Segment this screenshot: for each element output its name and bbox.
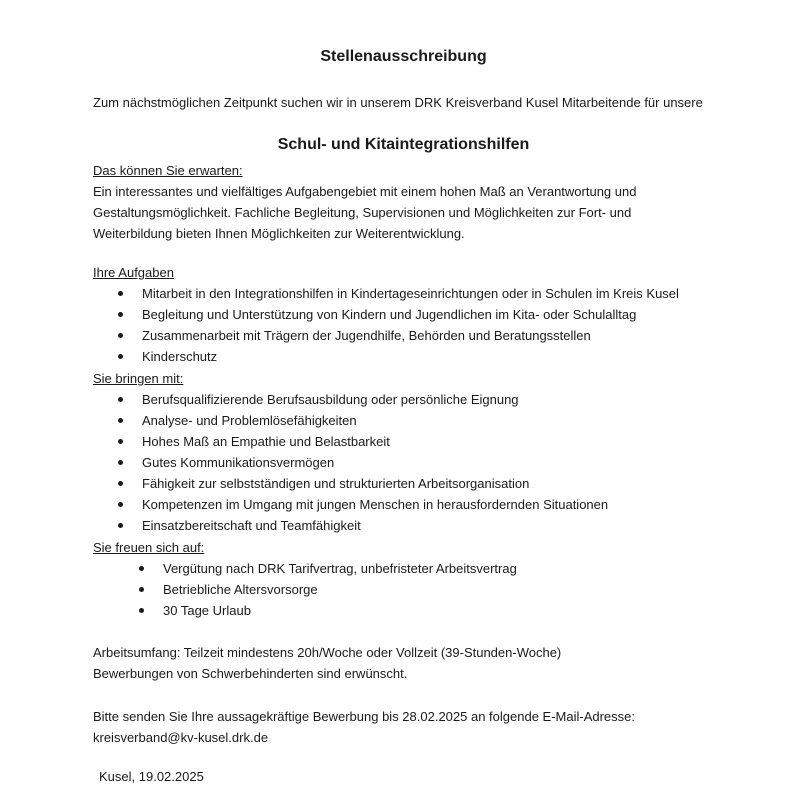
list-item: Kompetenzen im Umgang mit jungen Menschen in herausfordernden Situationen (93, 494, 713, 515)
list-item: Vergütung nach DRK Tarifvertrag, unbefristeter Arbeitsvertrag (93, 558, 713, 579)
expect-section (93, 160, 713, 244)
list-item: 30 Tage Urlaub (93, 600, 713, 621)
offer-list (93, 558, 713, 621)
list-item: Gutes Kommunikationsvermögen (93, 452, 713, 473)
tasks-list (93, 283, 713, 367)
list-item: Mitarbeit in den Integrationshilfen in Kindertageseinrichtungen oder in Schulen im Kreis Kusel (93, 283, 713, 304)
tasks-heading: Ihre Aufgaben (93, 265, 174, 280)
intro-text: Zum nächstmöglichen Zeitpunkt suchen wir in unserem DRK Kreisverband Kusel Mitarbeitende für unsere (93, 95, 703, 110)
apply-text: Bitte senden Sie Ihre aussagekräftige Bewerbung bis 28.02.2025 an folgende E-Mail-Adresse: (93, 709, 636, 724)
scope-section (93, 642, 713, 684)
list-item: Betriebliche Altersvorsorge (93, 579, 713, 600)
tasks-section (93, 262, 713, 367)
apply-section (93, 706, 713, 748)
list-item: Kinderschutz (93, 346, 713, 367)
list-item: Zusammenarbeit mit Trägern der Jugendhilfe, Behörden und Beratungsstellen (93, 325, 713, 346)
bring-heading: Sie bringen mit: (93, 371, 184, 386)
bring-section (93, 368, 713, 536)
offer-section (93, 537, 713, 621)
list-item: Berufsqualifizierende Berufsausbildung oder persönliche Eignung (93, 389, 713, 410)
list-item: Begleitung und Unterstützung von Kindern und Jugendlichen im Kita- oder Schulalltag (93, 304, 713, 325)
email-address[interactable]: kreisverband@kv-kusel.drk.de (93, 730, 269, 745)
list-item: Hohes Maß an Empathie und Belastbarkeit (93, 431, 713, 452)
expect-heading: Das können Sie erwarten: (93, 163, 243, 178)
position-title: Schul- und Kitaintegrationshilfen (277, 136, 530, 153)
bring-list (93, 389, 713, 536)
place-date: Kusel, 19.02.2025 (99, 769, 204, 784)
list-item: Fähigkeit zur selbstständigen und strukturierten Arbeitsorganisation (93, 473, 713, 494)
list-item: Einsatzbereitschaft und Teamfähigkeit (93, 515, 713, 536)
list-item: Analyse- und Problemlösefähigkeiten (93, 410, 713, 431)
offer-heading: Sie freuen sich auf: (93, 540, 205, 555)
disability-note: Bewerbungen von Schwerbehinderten sind erwünscht. (93, 666, 408, 681)
expect-text: Ein interessantes und vielfältiges Aufgabengebiet mit einem hohen Maß an Verantwortung und Gestaltungsmöglichkeit. Fachliche Begleitung, Supervisionen und Möglichkeiten zur Fort- und Weiterbildung bieten Ihnen Möglichkeiten zur Weiterentwicklung. (93, 184, 637, 241)
scope-text: Arbeitsumfang: Teilzeit mindestens 20h/Woche oder Vollzeit (39-Stunden-Woche) (93, 645, 562, 660)
document-title: Stellenausschreibung (320, 48, 487, 65)
